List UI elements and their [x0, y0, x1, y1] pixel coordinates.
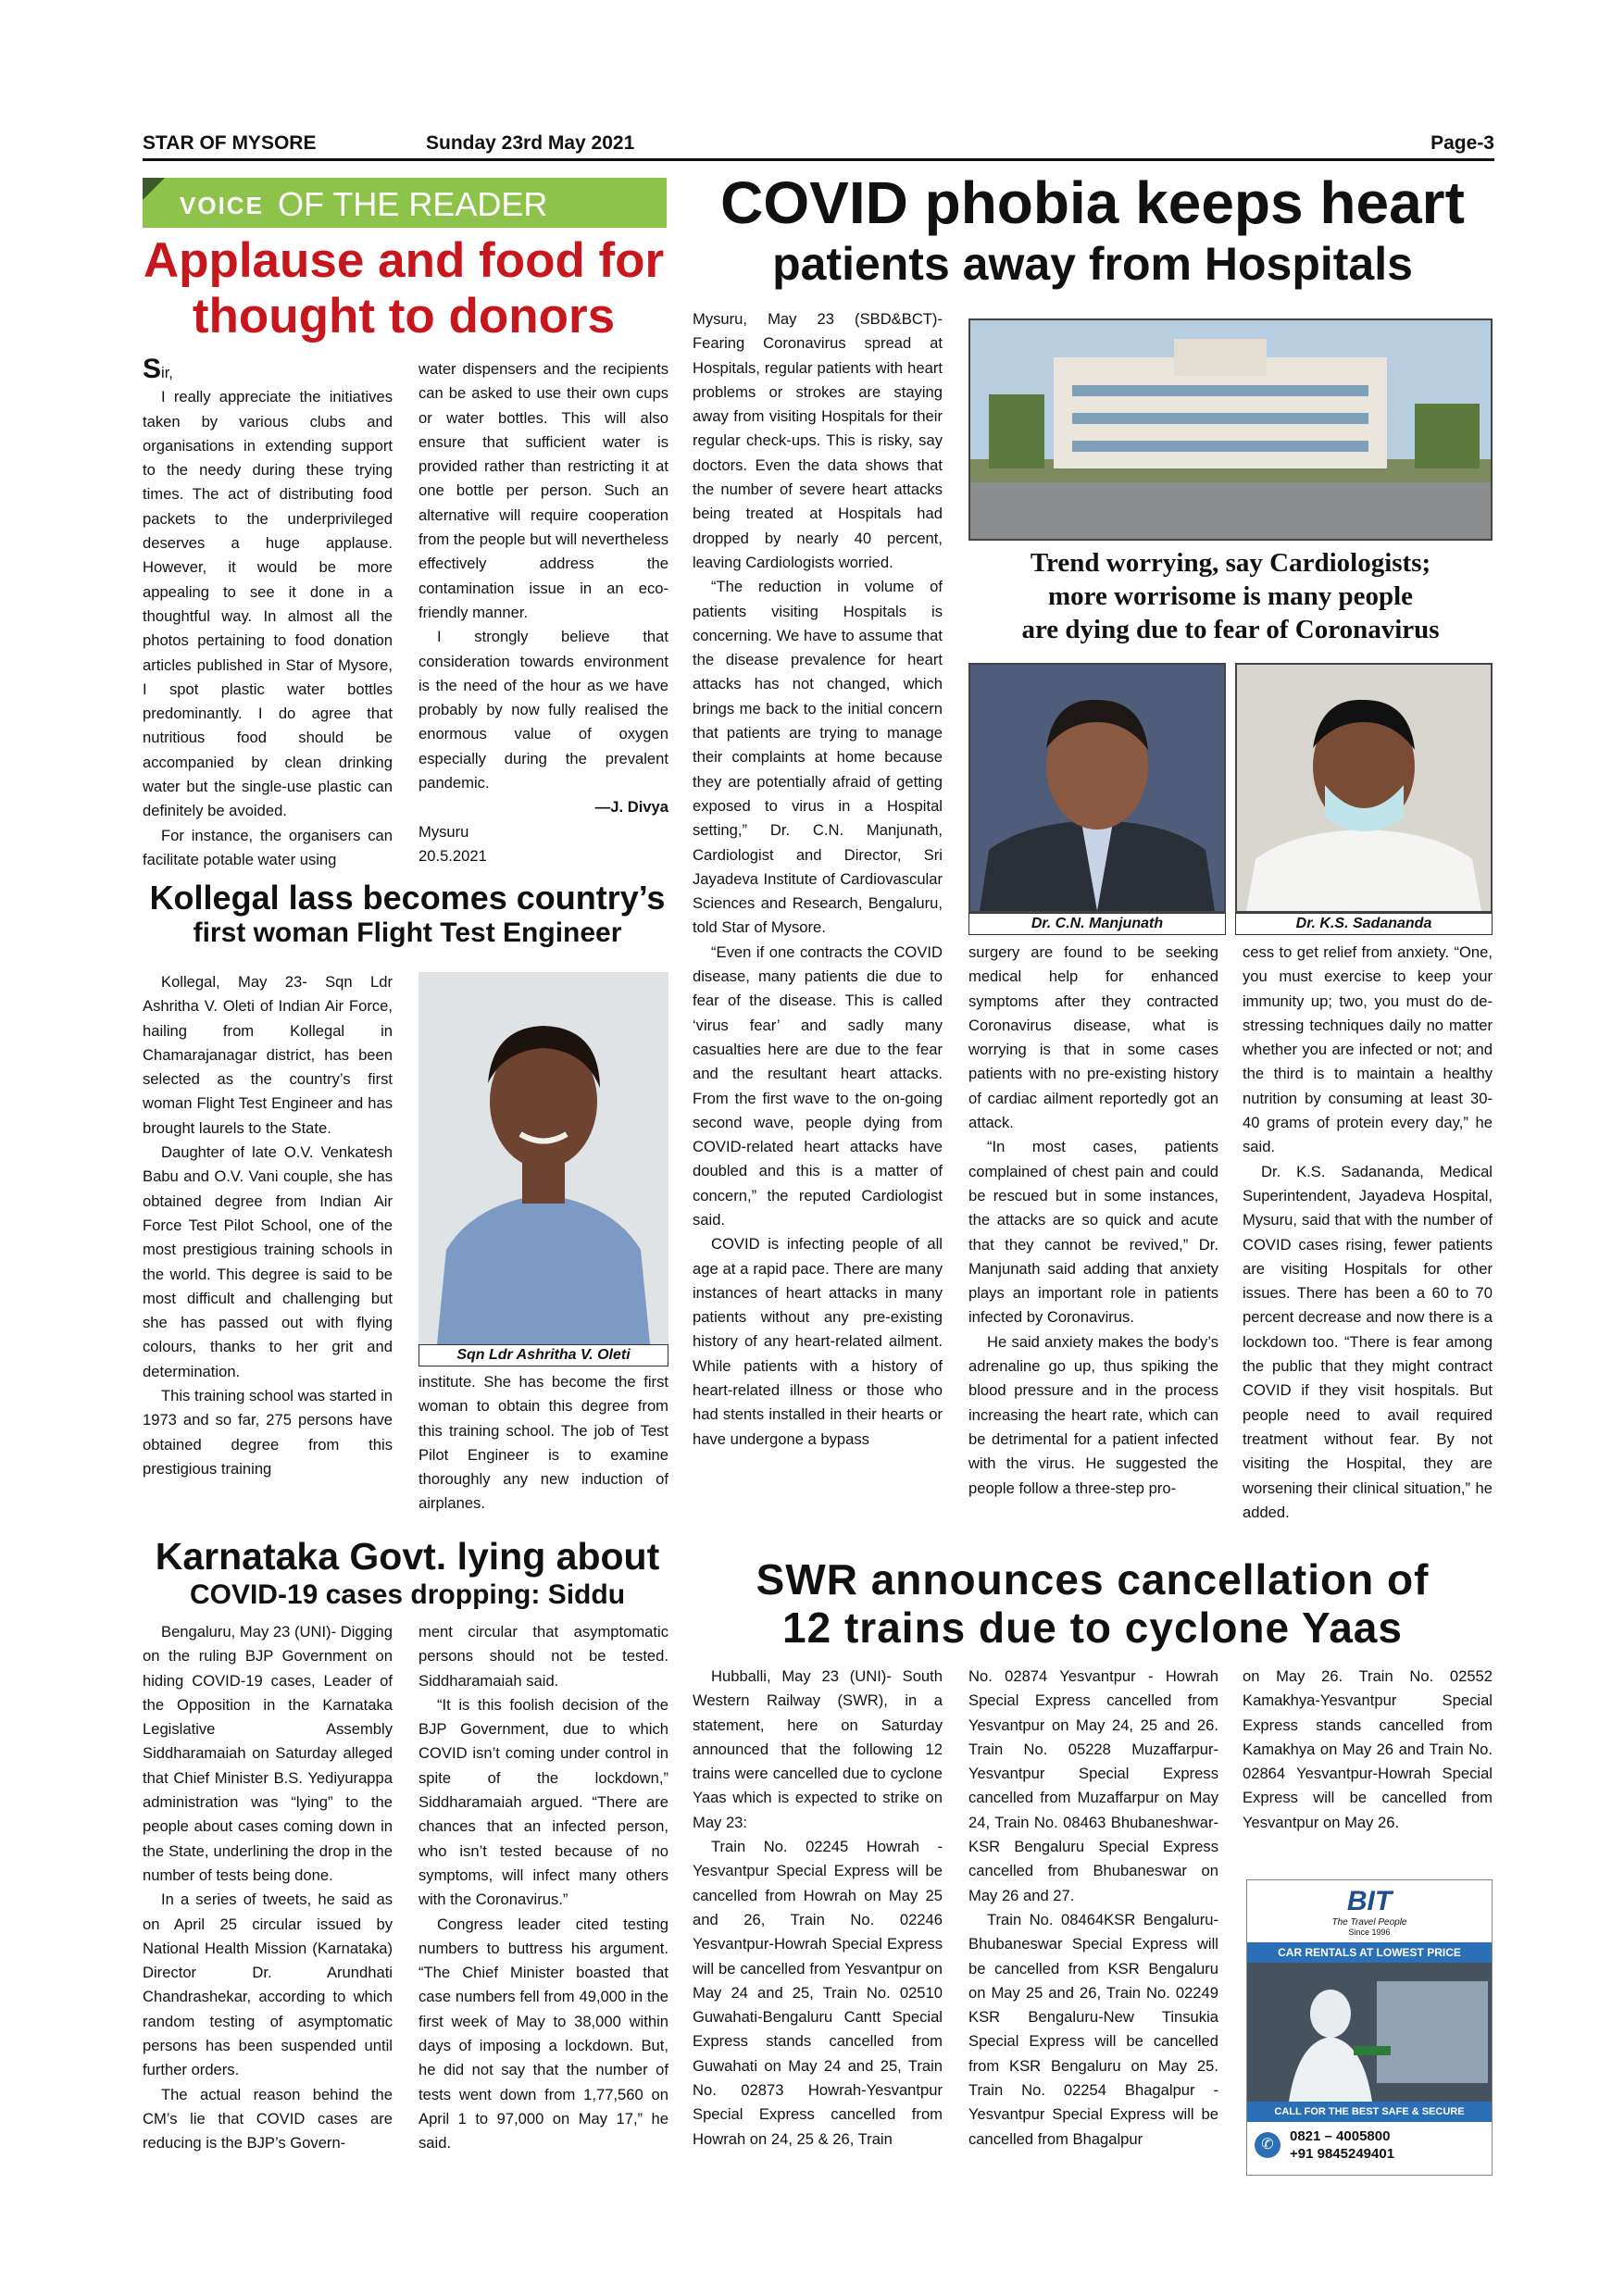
kollegal-column-1: [143, 970, 393, 1481]
paragraph: “Even if one contracts the COVID disease, many patients die due to fear of the disease. This is called ‘virus fear’ and sadly many casualties here are due to the fear and the resultant heart attacks. From the first wave to the on-going second wave, people dying from COVID-related heart attacks have doubled and this is a matter of concern,” the reputed Cardiologist said.: [693, 942, 943, 1229]
car-rental-ad[interactable]: [1246, 1879, 1493, 2176]
paragraph: Train No. 02245 Howrah - Yesvantpur Special Express will be cancelled from Howrah on May 25 and 26, Train No. 02246 Yesvantpur-Howrah Special Express will be cancelled from Yesvantpur on May 24 and 25, Train No. 02510 Guwahati-Bengaluru Cantt Special Express stands cancelled from Guwahati on May 24 and 25, Train No. 02873 Howrah-Yesvantpur Special Express cancelled from Howrah on 24, 25 & 26, Train: [693, 1838, 943, 2148]
voice-headline-line2: thought to donors: [192, 289, 616, 343]
paragraph: institute. She has become the first woman to obtain this degree from this training school. The job of Test Pilot Engineer is to examine thoroughly any new induction of airplanes.: [418, 1373, 668, 1513]
karnataka-column-2: [418, 1620, 668, 2156]
covid-column-3: [1243, 941, 1493, 1525]
sadananda-photo-art: [1237, 665, 1491, 911]
subhead-line1: Trend worrying, say Cardiologists;: [1030, 548, 1431, 578]
ad-photo: [1247, 1963, 1492, 2102]
swr-headline-line1: SWR announces cancellation of: [756, 1555, 1430, 1603]
paragraph: The actual reason behind the CM’s lie that COVID cases are reducing is the BJP’s Govern-: [143, 2085, 393, 2152]
covid-headline-line1: COVID phobia keeps heart: [720, 169, 1465, 236]
officer-photo-art: [418, 972, 668, 1344]
masthead-name: STAR OF MYSORE: [143, 132, 317, 154]
manjunath-photo-art: [970, 665, 1224, 911]
ad-banner: CAR RENTALS AT LOWEST PRICE: [1247, 1942, 1492, 1963]
paragraph: For instance, the organisers can facilitate potable water using: [143, 826, 393, 868]
paragraph: on May 26. Train No. 02552 Kamakhya-Yesvantpur Special Express stands cancelled from Kamakhya on May 26 and Train No. 02864 Yesvantpur-Howrah Special Express will be cancelled from Yesvantpur on May 26.: [1243, 1667, 1493, 1831]
ad-call-line: CALL FOR THE BEST SAFE & SECURE: [1247, 2102, 1492, 2122]
officer-caption: Sqn Ldr Ashritha V. Oleti: [418, 1344, 668, 1366]
covid-headline-line2: patients away from Hospitals: [772, 238, 1413, 290]
manjunath-caption: Dr. C.N. Manjunath: [968, 913, 1226, 935]
voice-label: VOICE: [180, 192, 264, 219]
paragraph: “The reduction in volume of patients visiting Hospitals is concerning. We have to assume that the disease prevalence for heart attacks has not changed, which brings me back to the initial concern that patients are trying to manage their complaints at home because they are potentially afraid of getting exposed to virus in a Hospital setting,” Dr. C.N. Manjunath, Cardiologist and Director, Sri Jayadeva Institute of Cardiovascular Sciences and Research, Bengaluru, told Star of Mysore.: [693, 578, 943, 937]
paragraph: No. 02874 Yesvantpur - Howrah Special Express cancelled from Yesvantpur on May 24, 25 and 26. Train No. 05228 Muzaffarpur-Yesvantpur Special Express cancelled from Muzaffarpur on May 24, Train No. 08463 Bhubaneshwar-KSR Bengaluru Special Express cancelled from Bhubaneswar on May 26 and 27.: [968, 1667, 1218, 1904]
voice-headline-line1: Applause and food for: [143, 233, 665, 288]
ad-brand: BIT: [1346, 1886, 1393, 1916]
banner-corner: [143, 178, 165, 200]
letter-signature: —J. Divya: [594, 798, 668, 817]
paragraph: Bengaluru, May 23 (UNI)- Digging on the ruling BJP Government on hiding COVID-19 cases, Leader of the Opposition in the Karnataka Legislative Assembly Siddharamaiah on Saturday alleged that Chief Minister B.S. Yediyurappa administration was “lying” to the people about cases coming down in the State, underlining the drop in the number of tests being done.: [143, 1623, 393, 1884]
paragraph: Congress leader cited testing numbers to buttress his argument. “The Chief Minister boasted that case numbers fell from 49,000 in the first week of May to 38,000 within days of imposing a lockdown. But, he did not say that the number of tests went down from 1,77,560 on April 1 to 97,000 on May 17,” he said.: [418, 1915, 668, 2152]
sanitizing-photo-art: [1247, 1963, 1492, 2102]
covid-headline: [685, 170, 1500, 293]
kollegal-column-2: [418, 1370, 668, 1516]
sadananda-photo: [1235, 663, 1493, 913]
paragraph: ment circular that asymptomatic persons should not be tested. Siddharamaiah said.: [418, 1623, 668, 1690]
swr-column-3: [1243, 1665, 1493, 1835]
ad-since: Since 1996: [1348, 1928, 1391, 1937]
karnataka-headline-line1: Karnataka Govt. lying about: [155, 1535, 660, 1578]
sadananda-caption: Dr. K.S. Sadananda: [1235, 913, 1493, 935]
covid-column-1: [693, 307, 943, 1452]
ad-contact: [1247, 2122, 1492, 2168]
reader-label: OF THE READER: [278, 185, 548, 223]
voice-banner: [143, 178, 667, 228]
paragraph: cess to get relief from anxiety. “One, you must exercise to keep your immunity up; two, you must do de-stressing techniques daily no matter whether you are infected or not; and the third is to maintain a healthy nutrition by consuming at least 30-40 grams of protein every day,” he said.: [1243, 943, 1493, 1156]
subhead-line3: are dying due to fear of Coronavirus: [1021, 615, 1440, 644]
letter-place: Mysuru: [418, 822, 469, 841]
paragraph: Mysuru, May 23 (SBD&BCT)- Fearing Coronavirus spread at Hospitals, regular patients with heart problems or strokes are staying away from visiting Hospitals for their regular check-ups. This is risky, say doctors. Even the data shows that the number of severe heart attacks being treated at Hospitals had dropped by nearly 40 percent, leaving Cardiologists worried.: [693, 310, 943, 571]
ad-phone-2[interactable]: +91 9845249401: [1290, 2146, 1395, 2162]
header-rule: [143, 158, 1494, 161]
paragraph: “In most cases, patients complained of chest pain and could be rescued but in some instances, the attacks are so quick and acute that they cannot be revived,” Dr. Manjunath said adding that anxiety plays an important role in patients infected by Coronavirus.: [968, 1138, 1218, 1327]
phone-icon: ✆: [1255, 2132, 1280, 2158]
drop-cap: S: [143, 354, 162, 384]
paragraph: In a series of tweets, he said as on April 25 circular issued by National Health Mission (Karnataka) Director Dr. Arundhati Chandrashekar, according to which random testing of asymptomatic persons has been suspended until further orders.: [143, 1890, 393, 2079]
paragraph: I really appreciate the initiatives taken by various clubs and organisations in extending support to the needy during these trying times. The act of distributing food packets to the underprivileged deserves a huge applause. However, it would be more appealing to see it done in a thoughtful way. In almost all the photos pertaining to food donation articles published in Star of Mysore, I spot plastic water bottles predominantly. I do agree that nutritious food should be accompanied by clean drinking water but the single-use plastic can definitely be avoided.: [143, 388, 393, 820]
swr-column-1: [693, 1665, 943, 2152]
issue-date: Sunday 23rd May 2021: [426, 132, 635, 154]
paragraph: Hubballi, May 23 (UNI)- South Western Railway (SWR), in a statement, here on Saturday announced that the following 12 trains were cancelled due to cyclone Yaas which is expected to strike on May 23:: [693, 1667, 943, 1831]
kollegal-headline-line2: first woman Flight Test Engineer: [193, 917, 622, 948]
letter-date: 20.5.2021: [418, 846, 487, 865]
letter-salutation: [143, 354, 393, 385]
ad-phone-1[interactable]: 0821 – 4005800: [1290, 2128, 1391, 2144]
hospital-photo: [968, 318, 1493, 541]
paragraph: Daughter of late O.V. Venkatesh Babu and O.V. Vani couple, she has obtained degree from Indian Air Force Test Pilot School, one of the most prestigious training schools in the world. This degree is said to be most difficult and challenging but she has passed out with flying colours, thanks to her grit and determination.: [143, 1143, 393, 1380]
karnataka-headline: [139, 1535, 676, 1613]
salutation-text: ir,: [161, 364, 173, 381]
paragraph: water dispensers and the recipients can be asked to use their own cups or water bottles. This will also ensure that sufficient water is provided rather than restricting it at one bottle per person. Such an alternative will require cooperation from the people but will nevertheless effectively address the contamination issue in an eco-friendly manner.: [418, 360, 668, 621]
covid-column-2: [968, 941, 1218, 1501]
paragraph: This training school was started in 1973 and so far, 275 persons have obtained degree from this prestigious training: [143, 1387, 393, 1478]
kollegal-headline: [139, 880, 676, 950]
paragraph: COVID is infecting people of all age at a rapid pace. There are many instances of heart attacks in many patients without any pre-existing history of any heart-related ailment. While patients with a history of heart-related illness or those who had stents installed in their hearts or have undergone a bypass: [693, 1235, 943, 1448]
swr-column-2: [968, 1665, 1218, 2152]
voice-column-2: [418, 357, 668, 868]
paragraph: I strongly believe that consideration towards environment is the need of the hour as we have probably by now fully realised the enormous value of oxygen especially during the prevalent pandemic.: [418, 628, 668, 792]
voice-column-1: [143, 354, 393, 872]
hospital-photo-art: [970, 320, 1491, 539]
paragraph: surgery are found to be seeking medical help for enhanced symptoms after they contracted Coronavirus disease, what is worrying is that in some cases patients with no pre-existing history of cardiac ailment reportedly got an attack.: [968, 943, 1218, 1132]
swr-headline-line2: 12 trains due to cyclone Yaas: [782, 1603, 1403, 1652]
page-number: Page-3: [1430, 132, 1494, 154]
officer-photo: [418, 972, 668, 1344]
karnataka-column-1: [143, 1620, 393, 2156]
karnataka-headline-line2: COVID-19 cases dropping: Siddu: [189, 1579, 626, 1610]
paragraph: He said anxiety makes the body’s adrenaline go up, thus spiking the blood pressure and in the process increasing the heart rate, which can be detrimental for a patient infected with the virus. He suggested the people follow a three-step pro-: [968, 1332, 1218, 1497]
paragraph: Train No. 08464KSR Bengaluru-Bhubaneswar Special Express will be cancelled from KSR Bengaluru on May 25 and 26, Train No. 02249 KSR Bengaluru-New Tinsukia Special Express will be cancelled from KSR Bengaluru on May 25. Train No. 02254 Bhagalpur -Yesvantpur Special Express will be cancelled from Bhagalpur: [968, 1910, 1218, 2148]
voice-headline: [135, 233, 672, 344]
manjunath-photo: [968, 663, 1226, 913]
subhead-line2: more worrisome is many people: [1047, 581, 1414, 611]
kollegal-headline-line1: Kollegal lass becomes country’s: [149, 879, 666, 917]
paragraph: Dr. K.S. Sadananda, Medical Superintendent, Jayadeva Hospital, Mysuru, said that with the number of COVID cases rising, fewer patients are visiting Hospitals for other issues. There has been a 60 to 70 percent decrease and now there is a lockdown too. “There is fear among the public that they might contract COVID if they visit hospitals. But people need to avail required treatment without fear. By not visiting the Hospital, they are worsening their clinical situation,” he added.: [1243, 1162, 1493, 1521]
paragraph: “It is this foolish decision of the BJP Government, due to which COVID isn’t coming under control in spite of the lockdown,” Siddharamaiah argued. “There are chances that an infected person, who isn’t tested because of no symptoms, will infect many others with the Coronavirus.”: [418, 1695, 668, 1909]
ad-tagline: The Travel People: [1331, 1917, 1407, 1928]
paragraph: Kollegal, May 23- Sqn Ldr Ashritha V. Oleti of Indian Air Force, hailing from Kollegal in Chamarajanagar district, has been selected as the country’s first woman Flight Test Engineer and has brought laurels to the State.: [143, 973, 393, 1137]
covid-subhead: [968, 546, 1493, 646]
swr-headline: [685, 1555, 1500, 1652]
